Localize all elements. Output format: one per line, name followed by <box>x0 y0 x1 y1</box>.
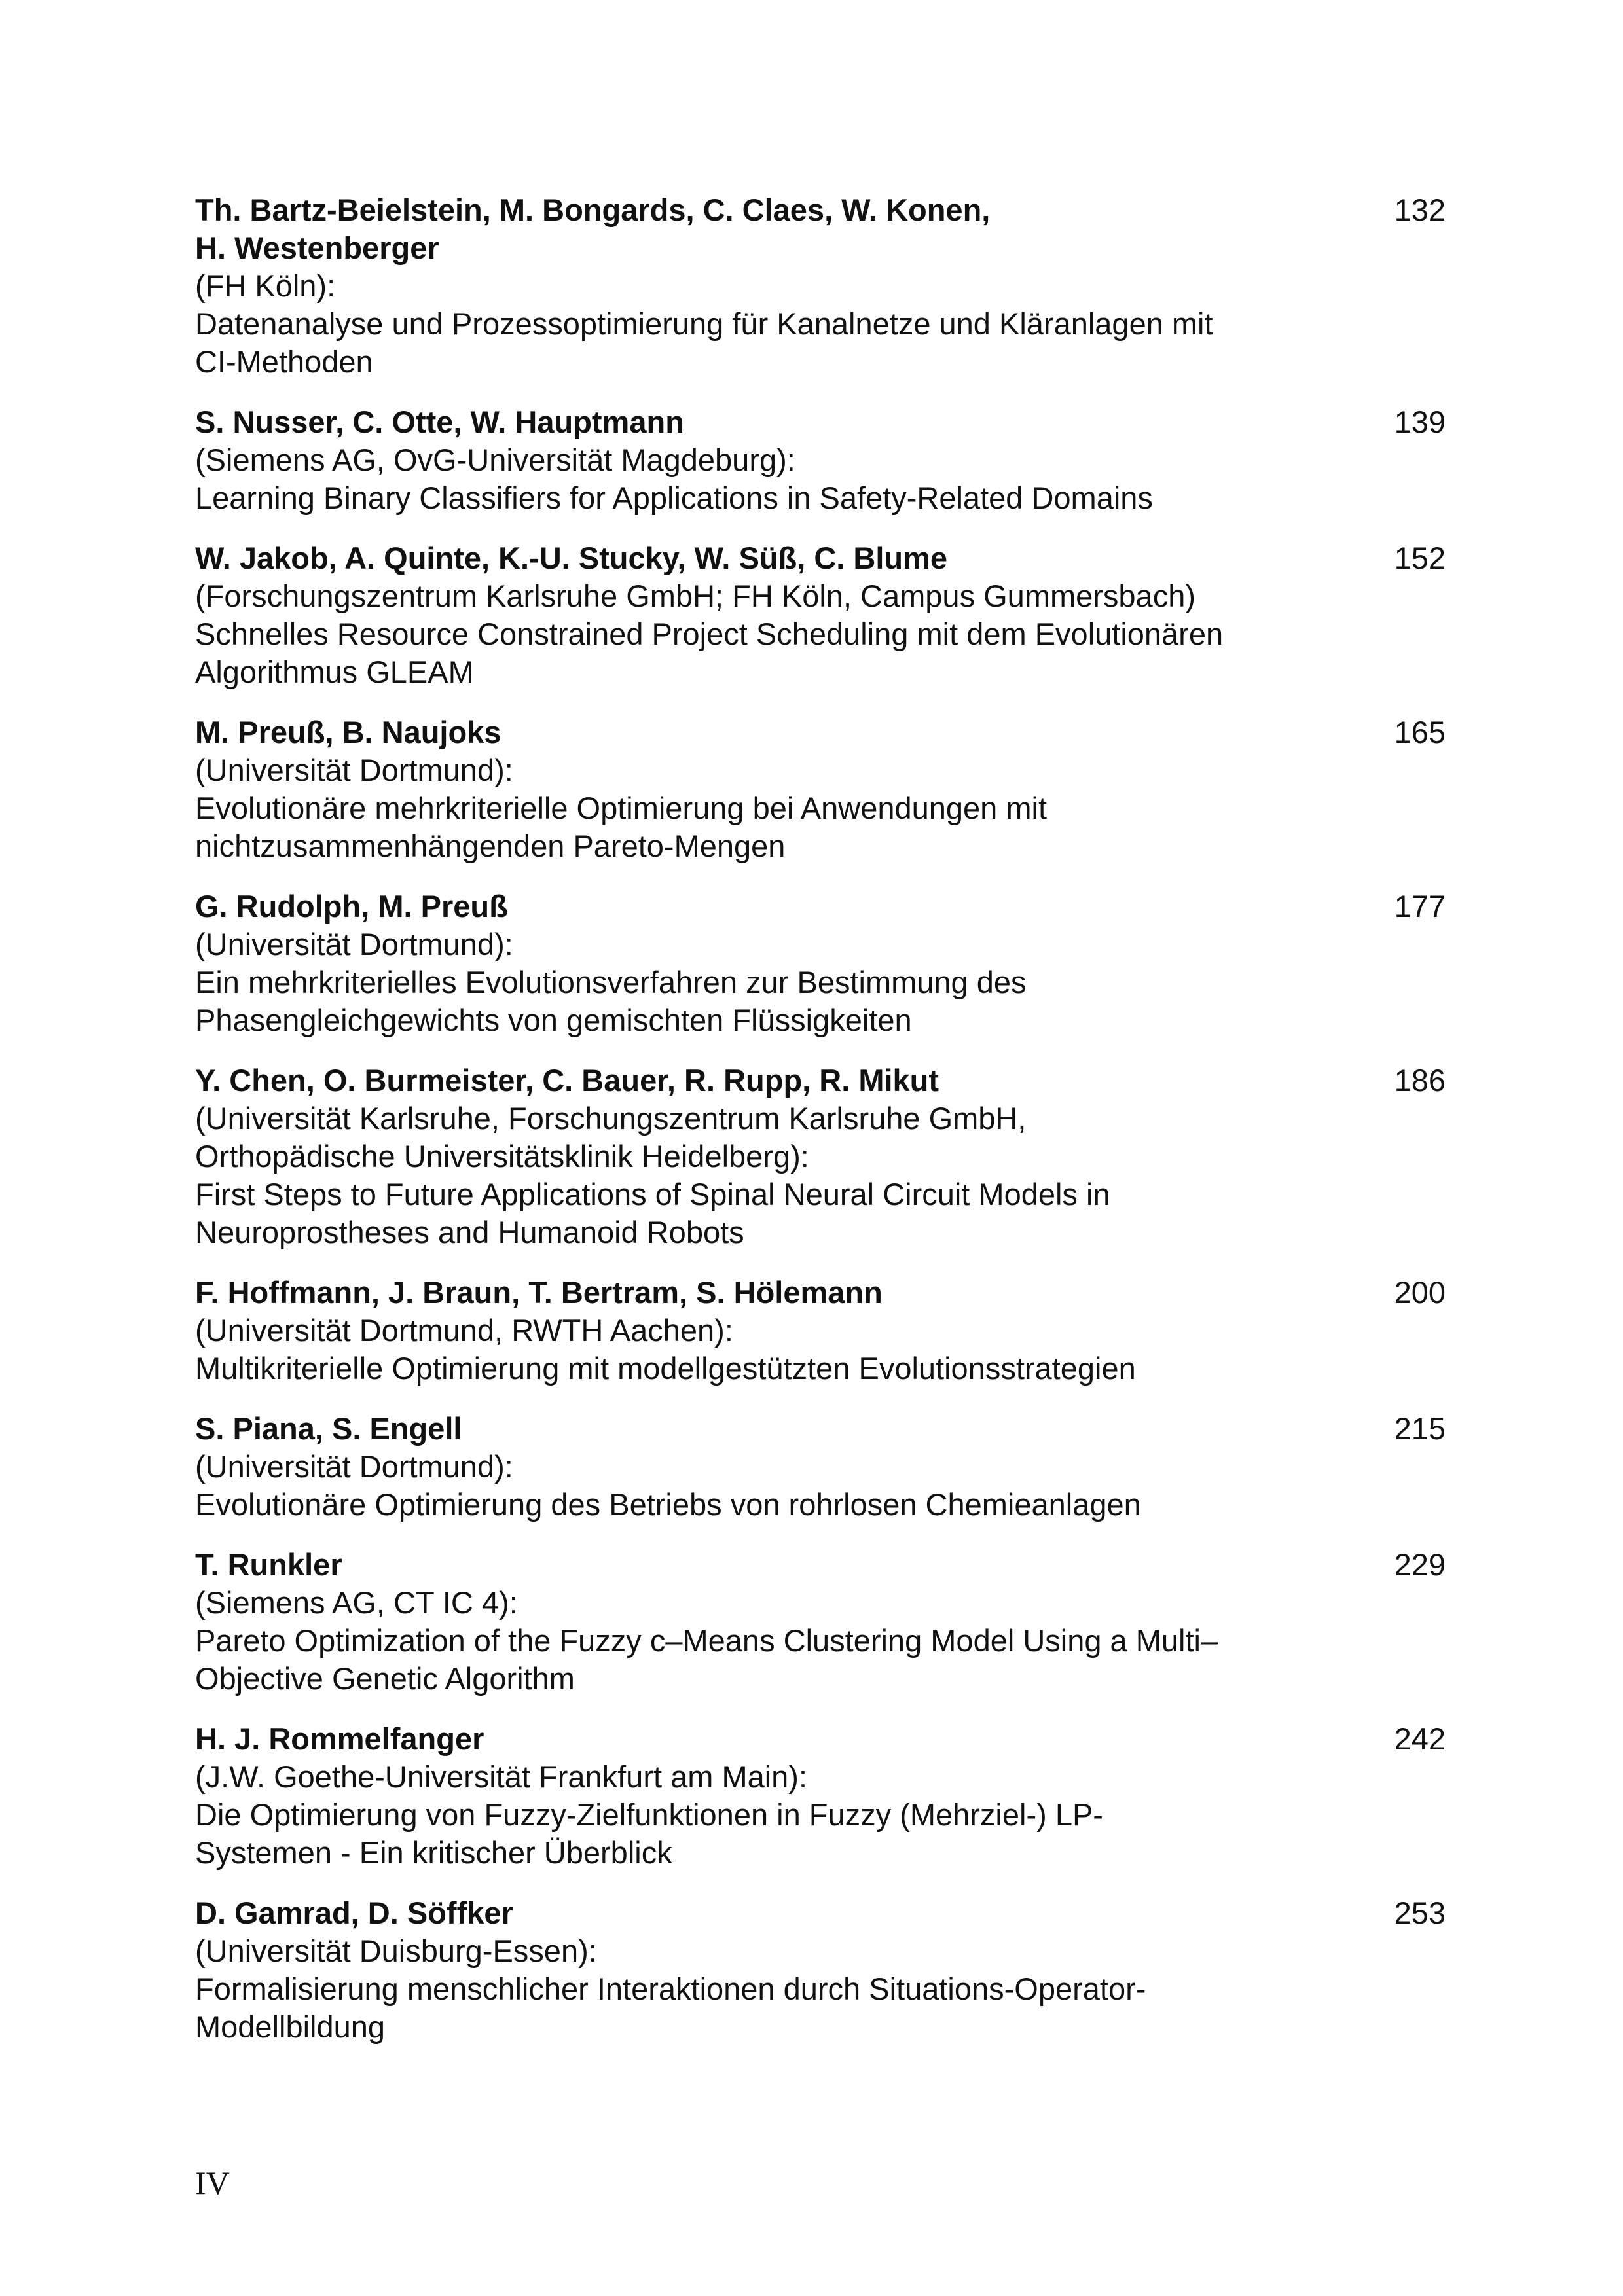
toc-title: Objective Genetic Algorithm <box>195 1661 575 1696</box>
toc-page-number: 200 <box>1394 1275 1446 1310</box>
toc-authors: F. Hoffmann, J. Braun, T. Bertram, S. Hölemann <box>195 1275 883 1310</box>
toc-affiliation: (Forschungszentrum Karlsruhe GmbH; FH Köln, Campus Gummersbach) <box>195 579 1195 613</box>
toc-entry <box>195 713 1446 865</box>
toc-affiliation: (Universität Karlsruhe, Forschungszentrum Karlsruhe GmbH, <box>195 1101 1027 1136</box>
toc-entry <box>195 191 1446 381</box>
toc-page-number: 165 <box>1394 715 1446 749</box>
toc-page-number: 215 <box>1394 1411 1446 1446</box>
toc-authors: S. Piana, S. Engell <box>195 1411 462 1446</box>
toc-authors: M. Preuß, B. Naujoks <box>195 715 501 749</box>
toc-entry <box>195 1062 1446 1251</box>
toc-authors: Y. Chen, O. Burmeister, C. Bauer, R. Rupp, R. Mikut <box>195 1063 939 1098</box>
toc-page-number: 242 <box>1394 1721 1446 1756</box>
toc-title: Evolutionäre mehrkriterielle Optimierung bei Anwendungen mit <box>195 791 1048 825</box>
toc-authors: S. Nusser, C. Otte, W. Hauptmann <box>195 404 684 439</box>
toc-authors: Th. Bartz-Beielstein, M. Bongards, C. Claes, W. Konen, <box>195 192 991 227</box>
toc-title: First Steps to Future Applications of Spinal Neural Circuit Models in <box>195 1177 1110 1211</box>
toc-authors: W. Jakob, A. Quinte, K.-U. Stucky, W. Süß, C. Blume <box>195 541 948 575</box>
toc-entry <box>195 539 1446 691</box>
toc-page-number: 253 <box>1394 1895 1446 1930</box>
toc-entry <box>195 1274 1446 1388</box>
toc-title: Formalisierung menschlicher Interaktionen durch Situations-Operator- <box>195 1971 1146 2006</box>
toc-authors: G. Rudolph, M. Preuß <box>195 889 508 924</box>
table-of-contents <box>195 191 1446 2068</box>
page-number-folio: IV <box>195 2164 230 2201</box>
toc-affiliation: (Universität Dortmund): <box>195 753 513 787</box>
toc-title: Systemen - Ein kritischer Überblick <box>195 1835 672 1870</box>
toc-title: Evolutionäre Optimierung des Betriebs von rohrlosen Chemieanlagen <box>195 1487 1141 1522</box>
toc-affiliation: (Universität Dortmund, RWTH Aachen): <box>195 1313 733 1348</box>
toc-title: Modellbildung <box>195 2009 386 2044</box>
toc-entry <box>195 1720 1446 1872</box>
toc-authors: D. Gamrad, D. Söffker <box>195 1895 513 1930</box>
toc-title: nichtzusammenhängenden Pareto-Mengen <box>195 829 786 863</box>
toc-title: Neuroprostheses and Humanoid Robots <box>195 1215 744 1249</box>
toc-entry <box>195 1410 1446 1524</box>
toc-title: CI-Methoden <box>195 344 373 379</box>
toc-affiliation: (Universität Duisburg-Essen): <box>195 1933 597 1968</box>
toc-affiliation: (Universität Dortmund): <box>195 1449 513 1484</box>
toc-affiliation: (J.W. Goethe-Universität Frankfurt am Main): <box>195 1759 808 1794</box>
toc-affiliation: (FH Köln): <box>195 268 336 303</box>
toc-page-number: 139 <box>1394 404 1446 439</box>
toc-authors: H. J. Rommelfanger <box>195 1721 484 1756</box>
toc-affiliation: (Siemens AG, OvG-Universität Magdeburg): <box>195 442 795 477</box>
toc-title: Phasengleichgewichts von gemischten Flüssigkeiten <box>195 1003 912 1037</box>
toc-page-number: 229 <box>1394 1547 1446 1582</box>
toc-entry <box>195 888 1446 1039</box>
toc-entry <box>195 1894 1446 2046</box>
toc-title: Multikriterielle Optimierung mit modellgestützten Evolutionsstrategien <box>195 1351 1136 1386</box>
toc-title: Pareto Optimization of the Fuzzy c–Means Clustering Model Using a Multi– <box>195 1623 1218 1658</box>
toc-entry <box>195 1546 1446 1698</box>
toc-title: Algorithmus GLEAM <box>195 655 474 689</box>
toc-authors: T. Runkler <box>195 1547 342 1582</box>
toc-title: Schnelles Resource Constrained Project Scheduling mit dem Evolutionären <box>195 617 1224 651</box>
toc-page-number: 177 <box>1394 889 1446 924</box>
toc-title: Datenanalyse und Prozessoptimierung für Kanalnetze und Kläranlagen mit <box>195 306 1213 341</box>
toc-authors: H. Westenberger <box>195 230 439 265</box>
toc-page-number: 132 <box>1394 192 1446 227</box>
toc-affiliation: (Universität Dortmund): <box>195 927 513 961</box>
toc-title: Ein mehrkriterielles Evolutionsverfahren zur Bestimmung des <box>195 965 1027 999</box>
toc-affiliation: Orthopädische Universitätsklinik Heidelberg): <box>195 1139 809 1174</box>
toc-affiliation: (Siemens AG, CT IC 4): <box>195 1585 518 1620</box>
toc-page-number: 186 <box>1394 1063 1446 1098</box>
toc-entry <box>195 403 1446 517</box>
toc-page-number: 152 <box>1394 541 1446 575</box>
toc-title: Learning Binary Classifiers for Applications in Safety-Related Domains <box>195 480 1153 515</box>
toc-title: Die Optimierung von Fuzzy-Zielfunktionen in Fuzzy (Mehrziel-) LP- <box>195 1797 1103 1832</box>
